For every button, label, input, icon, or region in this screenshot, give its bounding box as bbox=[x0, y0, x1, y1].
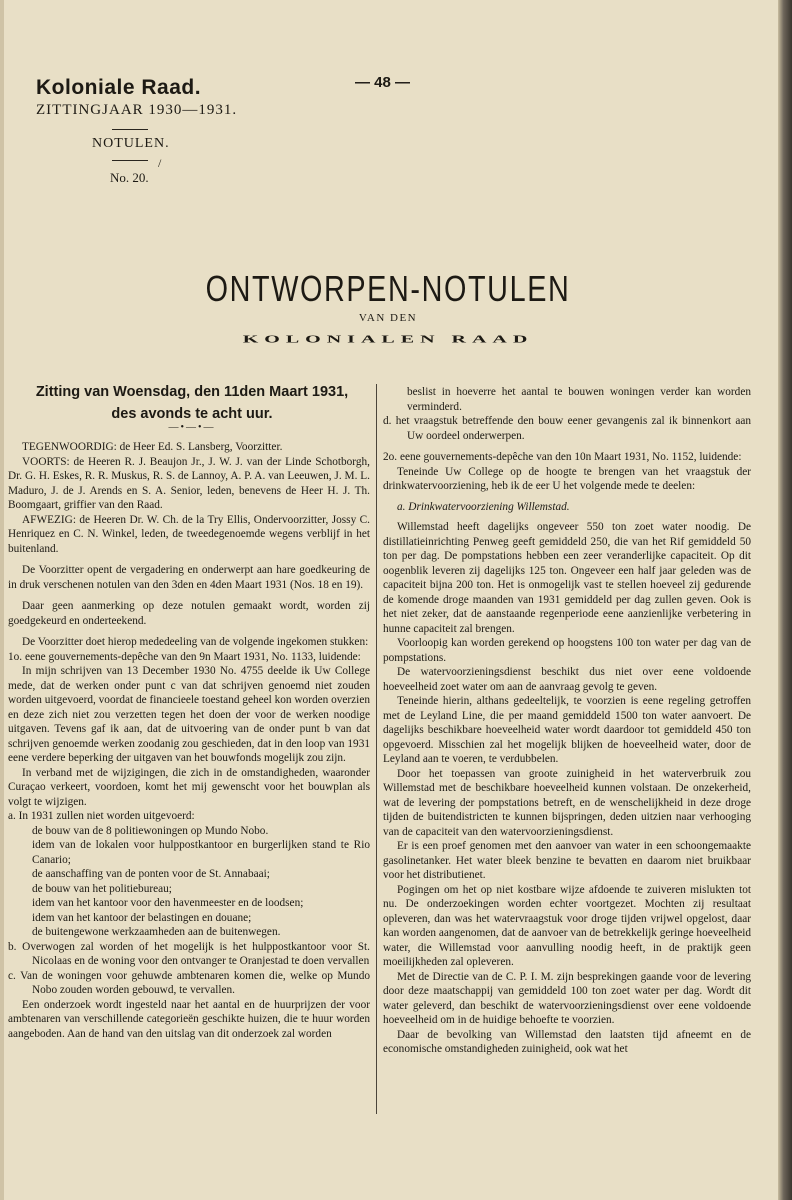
council-name: Koloniale Raad. bbox=[36, 76, 202, 99]
paragraph: De Voorzitter doet hierop mededeeling van de volgende ingekomen stukken: bbox=[22, 636, 369, 648]
page-left-edge bbox=[0, 0, 4, 1200]
paragraph: De watervoorzieningsdienst beschikt dus niet over eene voldoende hoeveelheid zoet water om aan de aanvraag gevolg te geven. bbox=[383, 666, 751, 693]
paragraph: Voorloopig kan worden gerekend op hoogstens 100 ton water per dag van de pompstations. bbox=[383, 637, 751, 664]
paragraph: TEGENWOORDIG: de Heer Ed. S. Lansberg, Voorzitter. bbox=[22, 441, 283, 453]
paragraph: Door het toepassen van groote zuinigheid in het waterverbruik zou Willemstad met de beschikbare hoeveelheid kunnen volstaan. De onzekerheid, wat de levering der pompstations betreft, en de wenschelijkheid in deze droge tijden de buitendistricten te kunnen bijspringen, deden uitzien naar verhooging van de capaciteit van den watervoorzieningsdienst. bbox=[383, 767, 751, 838]
notulen-label: NOTULEN. bbox=[92, 136, 170, 151]
right-column bbox=[383, 385, 751, 1057]
paragraph: Teneinde hierin, althans gedeeltelijk, te voorzien is eene regeling getroffen met de Leyland Line, die per maand gemiddeld 1500 ton water aanvoert. De dagelijks beschikbare hoeveelheid water wordt daardoor tot gemiddeld 450 ton opgevoerd. Misschien zal het mogelijk blijken de hoeveelheid water, door de Leyland aan te voeren, te verdubbelen. bbox=[383, 695, 751, 765]
title-van-den: VAN DEN bbox=[358, 312, 418, 324]
document-title: ONTWORPEN-NOTULEN bbox=[205, 268, 571, 309]
paragraph: Daar geen aanmerking op deze notulen gemaakt wordt, worden zij goedgekeurd en onderteekend. bbox=[8, 600, 370, 627]
document-number: No. 20. bbox=[110, 170, 149, 185]
session-heading-line2: des avonds te acht uur. bbox=[111, 406, 273, 422]
ornament-divider: —•—•— bbox=[168, 422, 216, 433]
list-item: b. Overwogen zal worden of het mogelijk is het hulppostkantoor voor St. Nicolaas en de woning voor den ontvanger te Oranjestad te doen vervallen bbox=[8, 940, 370, 967]
paragraph: Pogingen om het op niet kostbare wijze afdoende te zuiveren mislukten tot nu. De onderzoekingen worden echter voortgezet. Mochten zij resultaat opleveren, dan was het watervraagstuk voor droge tijden vrijwel opgelost, daar kan worden aangenomen, dat de aanvoer van de betrekkelijk geringe hoeveelheid water, die Willemstad voor aanvulling noodig heeft, in de praktijk geen moeilijkheden zal opleveren. bbox=[383, 883, 751, 968]
paragraph: De Voorzitter opent de vergadering en onderwerpt aan hare goedkeuring de in druk verschenen notulen van den 3den en 4den Maart 1931 (Nos. 18 en 19). bbox=[8, 564, 370, 591]
paragraph: Een onderzoek wordt ingesteld naar het aantal en de huurprijzen der voor ambtenaren van verschillende categorieën geschikte huizen, die te huur worden aangeboden. Aan de hand van den uitslag van dit onderzoek zal worden bbox=[8, 998, 370, 1040]
paragraph: beslist in hoeverre het aantal te bouwen woningen verder kan worden verminderd. bbox=[407, 386, 751, 413]
paragraph: Teneinde Uw College op de hoogte te brengen van het vraagstuk der drinkwatervoorziening, heb ik de eer U het volgende mede te deelen: bbox=[383, 465, 751, 492]
pencil-mark: / bbox=[158, 156, 162, 170]
paragraph: In verband met de wijzigingen, die zich in de omstandigheden, waaronder Curaçao verkeert, voordoen, komt het mij gewenscht voor het bouwplan als volgt te wijzigen. bbox=[8, 766, 370, 808]
header-rule-1 bbox=[112, 129, 148, 130]
paragraph: Willemstad heeft dagelijks ongeveer 550 ton zoet water noodig. De distillatieinrichting Penweg geeft gemiddeld 250, die van het Rif gemiddeld 50 ton per dag. De pompstations hebben een zeer veranderlijke capaciteit. Op dit oogenblik leveren zij dagelijks 125 ton. Ongeveer een half jaar geleden was de capaciteit bijna 200 ton. Het is onmogelijk vast te stellen hoeveel zij gedurende de komende droge maanden van 1931 gemiddeld per dag zullen geven. Ook is het niet zeker, dat de aanstaande regenperiode eene aanzienlijke verbetering in hunne capaciteit zal brengen. bbox=[383, 521, 751, 635]
list-item: de bouw van het politiebureau; bbox=[32, 882, 172, 895]
list-item: de bouw van de 8 politiewoningen op Mundo Nobo. bbox=[32, 824, 269, 837]
list-item: c. Van de woningen voor gehuwde ambtenaren komen die, welke op Mundo Nobo zouden worden gebouwd, te vervallen. bbox=[8, 969, 370, 996]
list-item: d. het vraagstuk betreffende den bouw eener gevangenis zal ik binnenkort aan Uw oordeel onderwerpen. bbox=[383, 415, 751, 442]
paragraph: AFWEZIG: de Heeren Dr. W. Ch. de la Try Ellis, Ondervoorzitter, Jossy C. Henriquez en C. N. Winkel, leden, de tweedegenoemde wegens verblijf in het buitenland. bbox=[8, 513, 370, 555]
list-item: idem van het kantoor der belastingen en douane; bbox=[32, 911, 252, 924]
paragraph: Daar de bevolking van Willemstad den laatsten tijd afneemt en de economische omstandigheden zuinigheid, ook wat het bbox=[383, 1028, 751, 1055]
list-item: a. In 1931 zullen niet worden uitgevoerd: bbox=[8, 810, 195, 822]
page-number: — 48 — bbox=[355, 74, 411, 91]
list-item: idem van de lokalen voor hulppostkantoor en burgerlijken stand te Rio Canario; bbox=[32, 839, 370, 866]
page-binding-edge bbox=[778, 0, 792, 1200]
paragraph: 1o. eene gouvernements-depêche van den 9n Maart 1931, No. 1133, luidende: bbox=[8, 650, 361, 663]
session-year: ZITTINGJAAR 1930—1931. bbox=[36, 102, 238, 118]
section-heading: a. Drinkwatervoorziening Willemstad. bbox=[397, 500, 570, 513]
title-koloniale-raad: KOLONIALEN RAAD bbox=[242, 333, 534, 346]
paragraph: VOORTS: de Heeren R. J. Beaujon Jr., J. W. J. van der Linde Schotborgh, Dr. G. H. Eskes, R. R. Muskus, R. S. de Lannoy, A. P. A. van Leeuwen, J. M. L. Maduro, J. de J. Arends en S. A. Senior, leden, benevens de Heer H. J. Th. Boomgaart, griffier van den Raad. bbox=[8, 455, 370, 511]
list-item: de aanschaffing van de ponten voor de St. Annabaai; bbox=[32, 868, 270, 880]
header-rule-2 bbox=[112, 160, 148, 161]
paragraph: 2o. eene gouvernements-depêche van den 10n Maart 1931, No. 1152, luidende: bbox=[383, 451, 742, 463]
list-item: de buitengewone werkzaamheden aan de buitenwegen. bbox=[32, 926, 281, 938]
paragraph: In mijn schrijven van 13 December 1930 No. 4755 deelde ik Uw College mede, dat de werken onder punt c van dat schrijven genoemd niet zouden worden uitgevoerd, voordat de financieele toestand geheel kon worden overzien en deze zich niet zou verzetten tegen het doen der voor de werken noodige uitgaven. Tevens gaf ik aan, dat de uitvoering van de onder punt b van dat schrijven genoemde werken zoodanig zou geschieden, dat in den loop van 1931 eene verdere beperking der uitgaven van het bouwfonds mogelijk zou zijn. bbox=[8, 665, 370, 764]
left-column bbox=[8, 440, 370, 1041]
session-heading-line1: Zitting van Woensdag, den 11den Maart 1931, bbox=[35, 384, 349, 400]
list-item: idem van het kantoor voor den havenmeester en de loodsen; bbox=[32, 897, 304, 909]
paragraph: Met de Directie van de C. P. I. M. zijn besprekingen gaande voor de levering door deze maatschappij van gemiddeld 100 ton zoet water per dag. Wordt dit water geleverd, dan beschikt de watervoorzieningsdienst over eene voldoende hoeveelheid om in de huidige behoefte te voorzien. bbox=[383, 970, 751, 1026]
column-separator bbox=[376, 384, 377, 1114]
paragraph: Er is een proef genomen met den aanvoer van water in een schoongemaakte gasolinetanker. Het water bleek benzine te bevatten en daarom niet bruikbaar voor het distributienet. bbox=[383, 840, 751, 881]
